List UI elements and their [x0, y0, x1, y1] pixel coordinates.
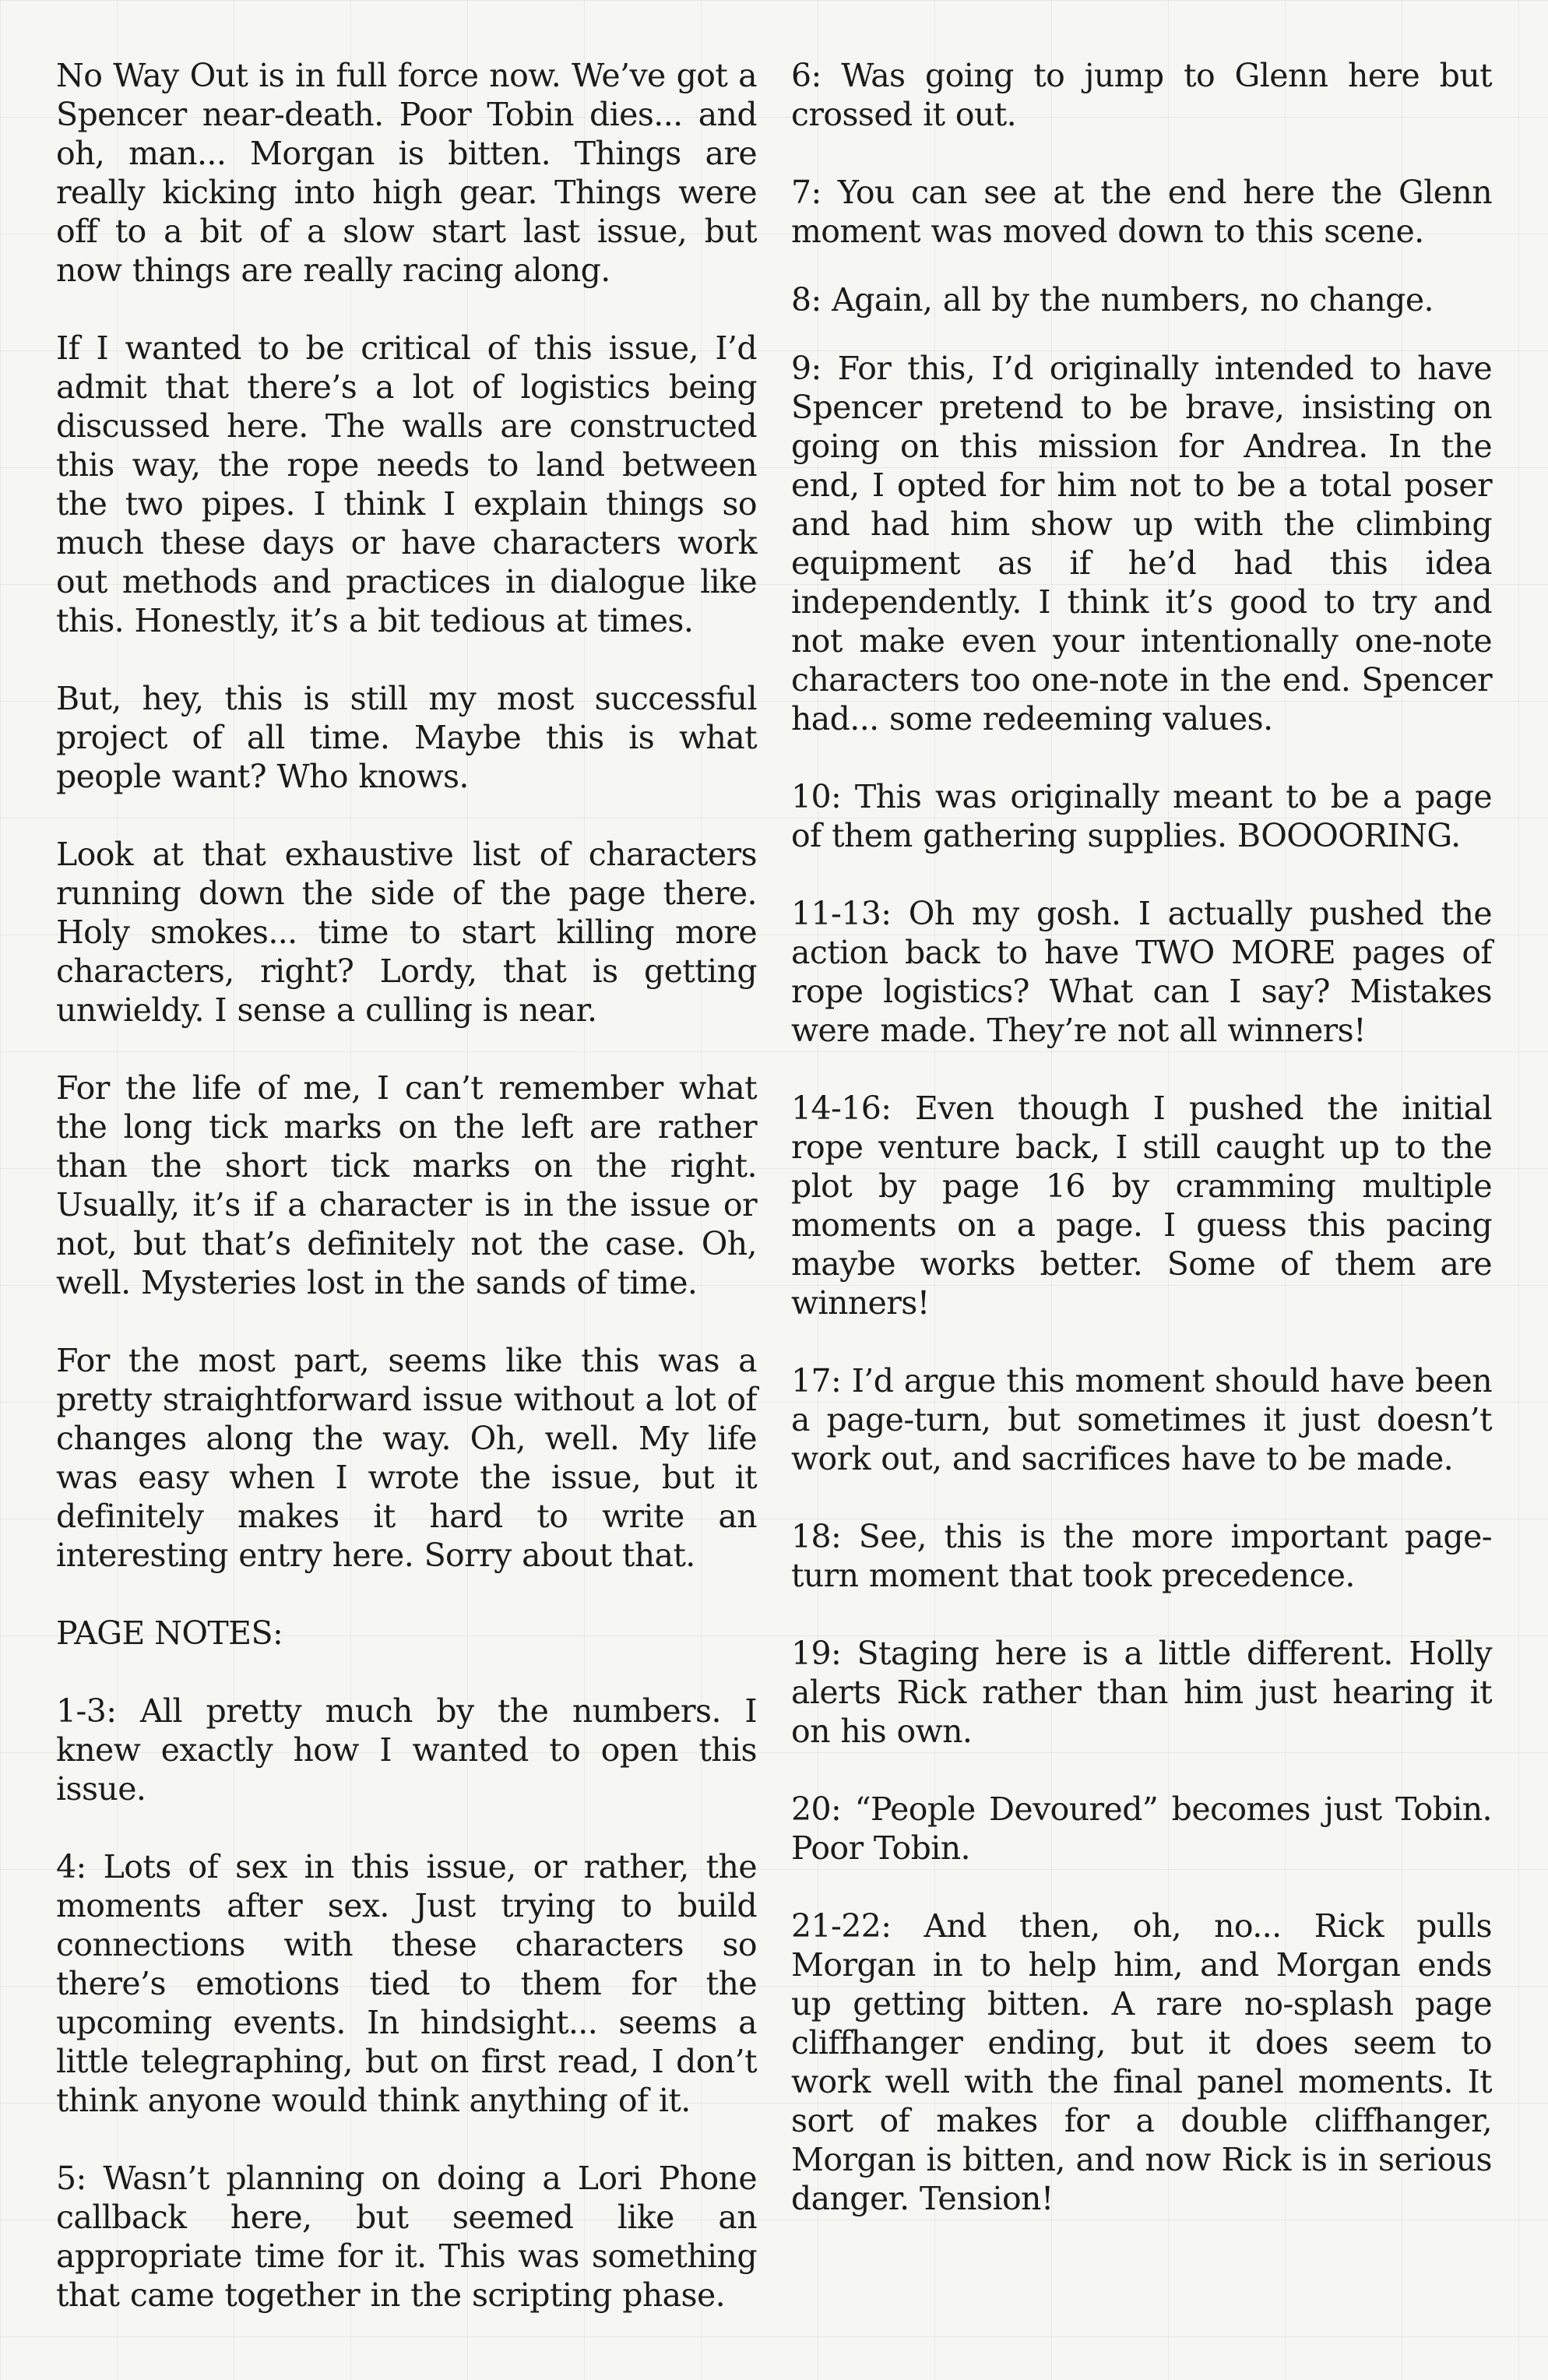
page-note-5: 5: Wasn’t planning on doing a Lori Phone callback here, but seemed like an appropriate time for it. This was something that came together in the scripting phase.: [56, 2160, 757, 2314]
left-column: [56, 56, 757, 2354]
tick-marks-paragraph: For the life of me, I can’t remember what the long tick marks on the left are rather than the short tick marks on the right. Usually, it’s if a character is in the issue or not, but that’s definitely not the case. Oh, well. Mysteries lost in the sands of time.: [56, 1069, 757, 1301]
page-note-4: 4: Lots of sex in this issue, or rather, the moments after sex. Just trying to build connections with these characters so there’s emotions tied to them for the upcoming events. In hindsight... seems a little telegraphing, but on first read, I don’t think anyone would think anything of it.: [56, 1848, 757, 2119]
straightforward-paragraph: For the most part, seems like this was a pretty straightforward issue without a lot of changes along the way. Oh, well. My life was easy when I wrote the issue, but it definitely makes it hard to write an interesting entry here. Sorry about that.: [56, 1342, 757, 1574]
intro-paragraph: No Way Out is in full force now. We’ve got a Spencer near-death. Poor Tobin dies... and oh, man... Morgan is bitten. Things are really kicking into high gear. Things were off to a bit of a slow start last issue, but now things are really racing along.: [56, 57, 757, 289]
page-note-10: 10: This was originally meant to be a page of them gathering supplies. BOOOORING.: [791, 778, 1492, 854]
page-note-9: 9: For this, I’d originally intended to have Spencer pretend to be brave, insisting on going on this mission for Andrea. In the end, I opted for him not to be a total poser and had him show up with the climbing equipment as if he’d had this idea independently. I think it’s good to try and not make even your intentionally one-note characters too one-note in the end. Spencer had... some redeeming values.: [791, 350, 1492, 738]
right-column: [791, 56, 1492, 2257]
page-note-17: 17: I’d argue this moment should have been a page-turn, but sometimes it just doesn’t work out, and sacrifices have to be made.: [791, 1362, 1492, 1477]
success-paragraph: But, hey, this is still my most successful project of all time. Maybe this is what people want? Who knows.: [56, 680, 757, 795]
page-note-11-13: 11-13: Oh my gosh. I actually pushed the action back to have TWO MORE pages of rope logistics? What can I say? Mistakes were made. They’re not all winners!: [791, 895, 1492, 1049]
page-notes-heading: PAGE NOTES:: [56, 1614, 283, 1652]
page-note-14-16: 14-16: Even though I pushed the initial rope venture back, I still caught up to the plot by page 16 by cramming multiple moments on a page. I guess this pacing maybe works better. Some of them are winners!: [791, 1090, 1492, 1322]
logistics-paragraph: If I wanted to be critical of this issue, I’d admit that there’s a lot of logistics being discussed here. The walls are constructed this way, the rope needs to land between the two pipes. I think I explain things so much these days or have characters work out methods and practices in dialogue like this. Honestly, it’s a bit tedious at times.: [56, 329, 757, 639]
page-note-1-3: 1-3: All pretty much by the numbers. I knew exactly how I wanted to open this issue.: [56, 1692, 757, 1808]
characters-list-paragraph: Look at that exhaustive list of characters running down the side of the page there. Holy smokes... time to start killing more characters, right? Lordy, that is getting unwieldy. I sense a culling is near.: [56, 836, 757, 1029]
page-note-18: 18: See, this is the more important page-turn moment that took precedence.: [791, 1518, 1492, 1594]
page-note-8: 8: Again, all by the numbers, no change.: [791, 281, 1434, 319]
page-note-6: 6: Was going to jump to Glenn here but crossed it out.: [791, 57, 1492, 133]
page-note-7: 7: You can see at the end here the Glenn moment was moved down to this scene.: [791, 174, 1492, 250]
page-note-19: 19: Staging here is a little different. Holly alerts Rick rather than him just hearing it on his own.: [791, 1635, 1492, 1750]
page-note-21-22: 21-22: And then, oh, no... Rick pulls Morgan in to help him, and Morgan ends up getting bitten. A rare no-splash page cliffhanger ending, but it does seem to work well with the final panel moments. It sort of makes for a double cliffhanger, Morgan is bitten, and now Rick is in serious danger. Tension!: [791, 1907, 1492, 2217]
page-note-20: 20: “People Devoured” becomes just Tobin. Poor Tobin.: [791, 1790, 1492, 1867]
